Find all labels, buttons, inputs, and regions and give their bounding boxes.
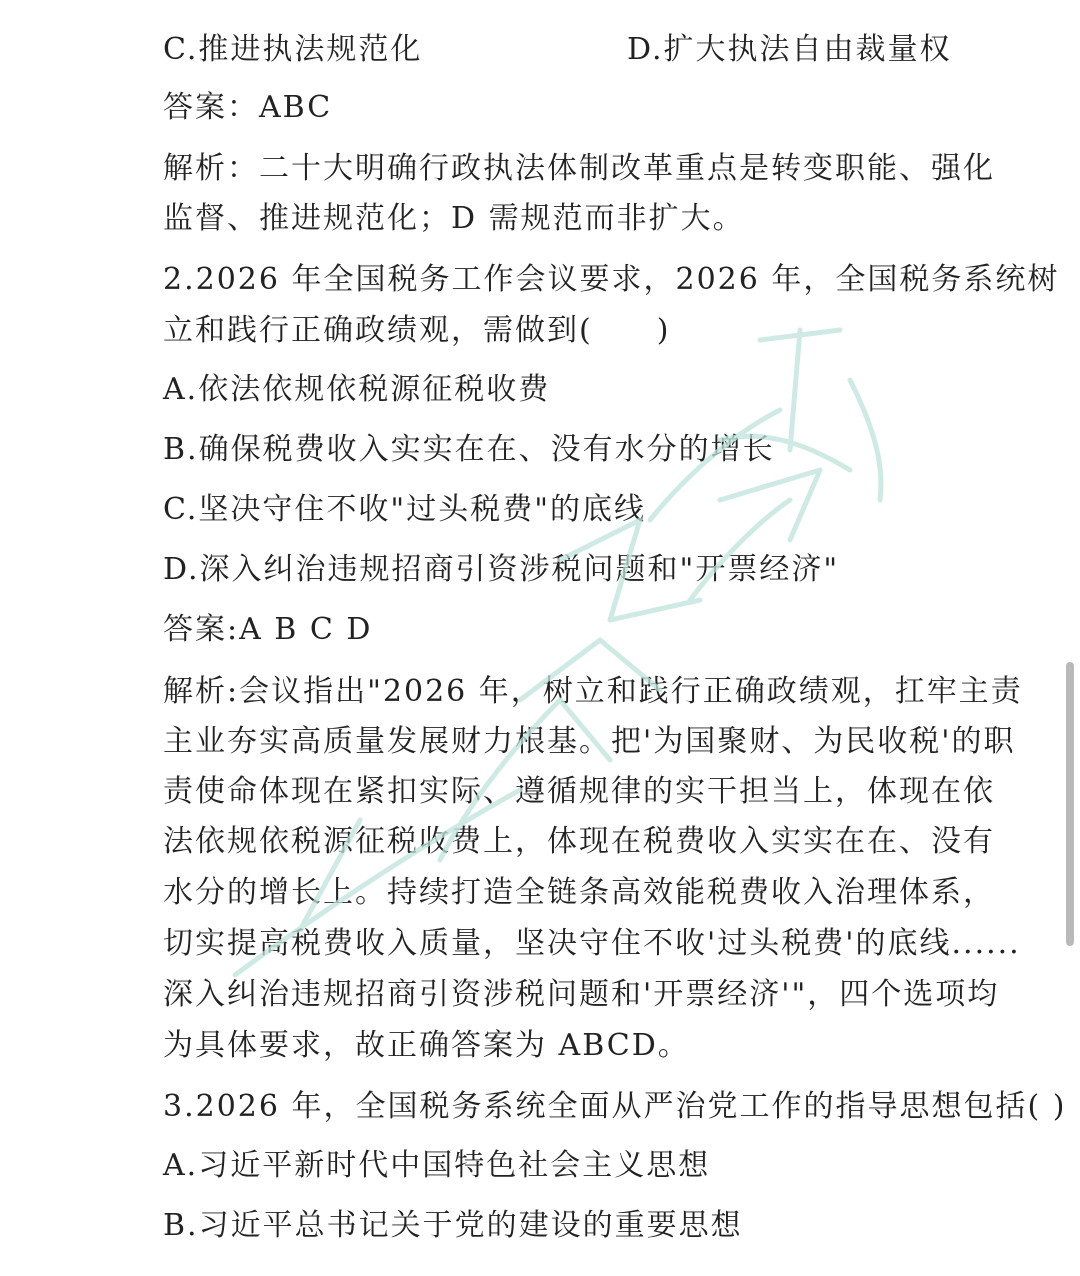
q3-option-a: A.习近平新时代中国特色社会主义思想 xyxy=(163,1148,711,1183)
scrollbar-thumb[interactable] xyxy=(1066,662,1074,946)
q2-answer: 答案:A B C D xyxy=(163,612,373,647)
q1-option-c: C.推进执法规范化 xyxy=(163,32,423,67)
q2-analysis-line-8: 为具体要求，故正确答案为 ABCD。 xyxy=(163,1028,690,1063)
q2-analysis-line-7: 深入纠治违规招商引资涉税问题和'开票经济'"，四个选项均 xyxy=(163,977,1000,1012)
q2-option-c: C.坚决守住不收"过头税费"的底线 xyxy=(163,492,647,527)
q2-analysis-line-4: 法依规依税源征税收费上，体现在税费收入实实在在、没有 xyxy=(163,824,995,859)
q3-question: 3.2026 年，全国税务系统全面从严治党工作的指导思想包括( ) xyxy=(163,1089,1067,1124)
q3-option-b: B.习近平总书记关于党的建设的重要思想 xyxy=(163,1208,743,1243)
q1-option-row xyxy=(163,30,952,70)
q2-option-b: B.确保税费收入实实在在、没有水分的增长 xyxy=(163,432,775,467)
q1-analysis-line-2: 监督、推进规范化；D 需规范而非扩大。 xyxy=(163,201,745,236)
q1-analysis-line-1: 解析：二十大明确行政执法体制改革重点是转变职能、强化 xyxy=(163,151,995,186)
q2-analysis-line-2: 主业夯实高质量发展财力根基。把'为国聚财、为民收税'的职 xyxy=(163,724,1016,759)
q1-option-d: D.扩大执法自由裁量权 xyxy=(627,32,952,67)
q2-option-d: D.深入纠治违规招商引资涉税问题和"开票经济" xyxy=(163,552,840,587)
q2-question-line-1: 2.2026 年全国税务工作会议要求，2026 年，全国税务系统树 xyxy=(163,262,1060,297)
q1-answer: 答案：ABC xyxy=(163,90,333,125)
q2-question-line-2: 立和践行正确政绩观，需做到( ) xyxy=(163,313,671,348)
q2-option-a: A.依法依规依税源征税收费 xyxy=(163,372,551,407)
q2-analysis-line-5: 水分的增长上。持续打造全链条高效能税费收入治理体系， xyxy=(163,875,995,910)
q2-analysis-line-1: 解析:会议指出"2026 年，树立和践行正确政绩观，扛牢主责 xyxy=(163,674,1023,709)
q2-analysis-line-3: 责使命体现在紧扣实际、遵循规律的实干担当上，体现在依 xyxy=(163,774,995,809)
q2-analysis-line-6: 切实提高税费收入质量，坚决守住不收'过头税费'的底线...... xyxy=(163,926,1021,961)
